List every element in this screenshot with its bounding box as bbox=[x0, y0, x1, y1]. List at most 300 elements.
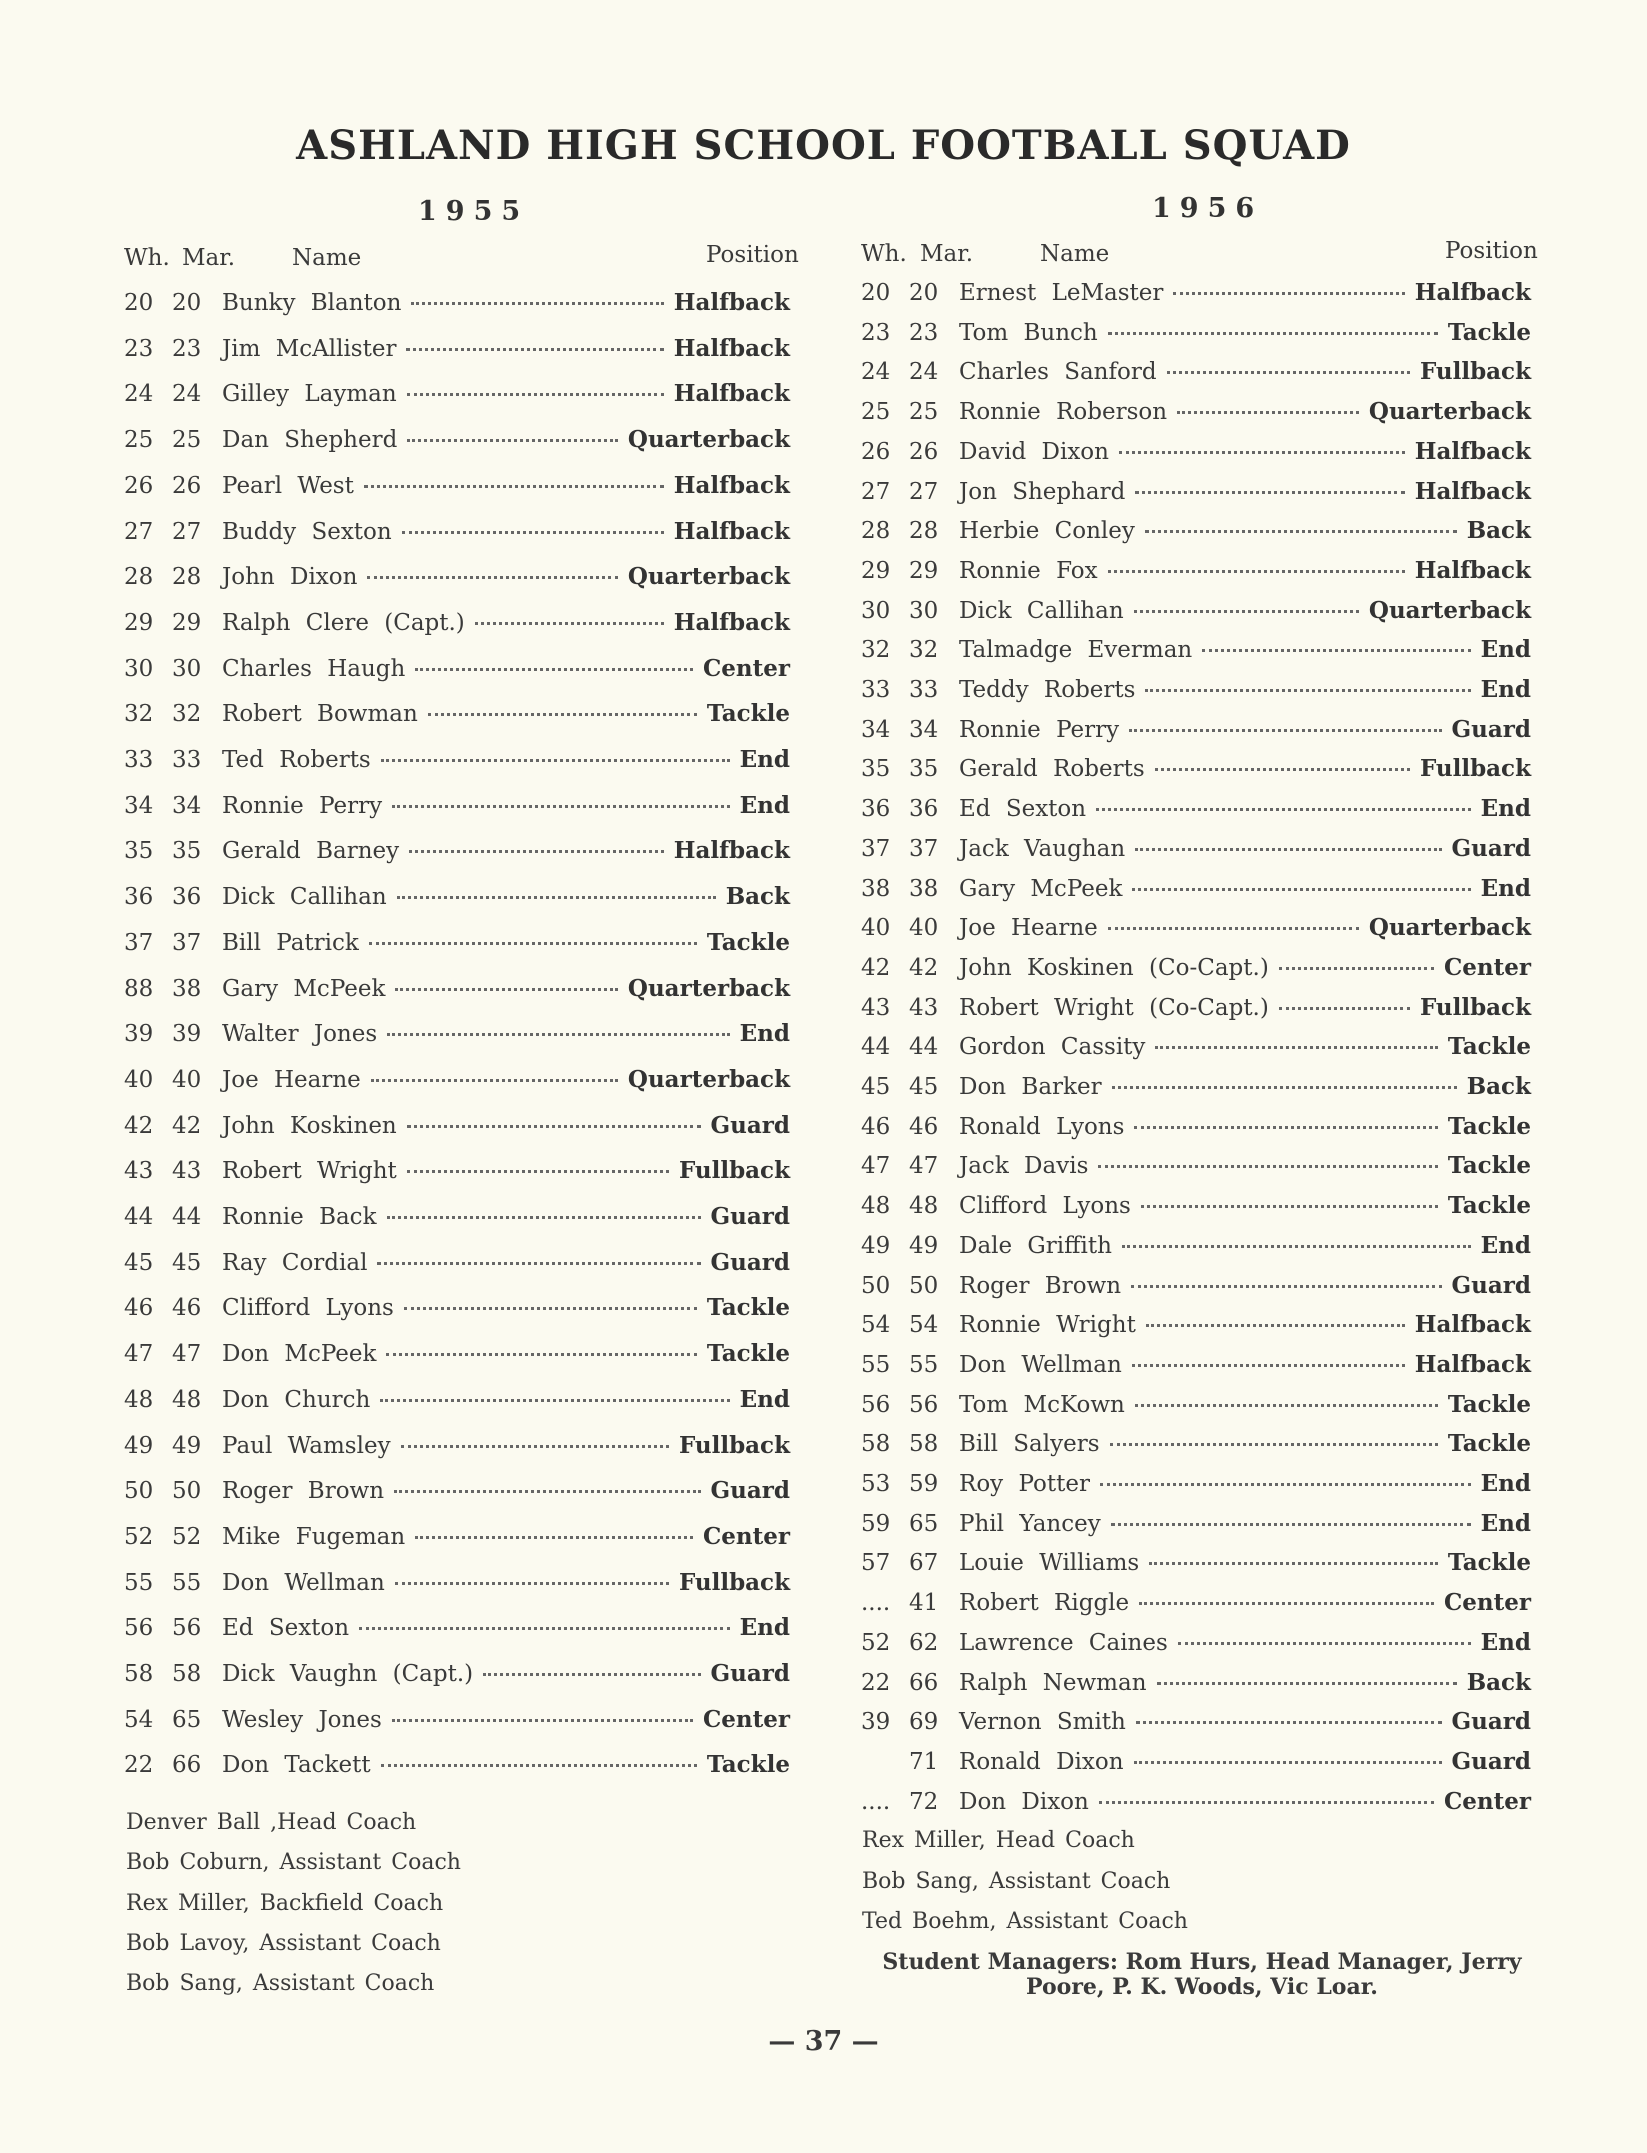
header-wh-1955: Wh. bbox=[124, 245, 170, 271]
player-position: Fullback bbox=[678, 1568, 790, 1596]
wh-number: 34 bbox=[124, 792, 154, 819]
dot-leader bbox=[1202, 649, 1470, 652]
mar-number: 26 bbox=[172, 472, 202, 499]
dot-leader bbox=[1146, 1324, 1405, 1327]
wh-number: 22 bbox=[124, 1752, 154, 1779]
player-name: Ralph Clere (Capt.) bbox=[222, 609, 465, 636]
mar-number: 45 bbox=[909, 1074, 939, 1100]
player-position: End bbox=[1480, 795, 1531, 823]
player-name: Jack Davis bbox=[959, 1153, 1089, 1180]
dot-leader bbox=[401, 1445, 669, 1448]
player-position: Tackle bbox=[1447, 1033, 1531, 1061]
player-position: End bbox=[1480, 874, 1531, 902]
player-position: Guard bbox=[1451, 834, 1531, 862]
mar-number: 54 bbox=[909, 1312, 939, 1339]
player-name: Robert Bowman bbox=[222, 701, 418, 728]
player-position: Tackle bbox=[1447, 1390, 1531, 1418]
mar-number: 71 bbox=[909, 1748, 939, 1775]
player-position: Back bbox=[1466, 1668, 1531, 1696]
player-name: Wesley Jones bbox=[222, 1706, 382, 1733]
dot-leader bbox=[364, 485, 664, 488]
player-name: Charles Sanford bbox=[959, 359, 1157, 386]
mar-number: 46 bbox=[909, 1113, 939, 1140]
player-position: Guard bbox=[710, 1477, 790, 1505]
mar-number: 65 bbox=[909, 1510, 939, 1537]
dot-leader bbox=[380, 1399, 729, 1402]
table-row bbox=[861, 598, 1531, 624]
table-row bbox=[861, 677, 1531, 703]
wh-number: 55 bbox=[861, 1351, 891, 1378]
wh-number: 50 bbox=[861, 1272, 891, 1299]
player-name: Gilley Layman bbox=[222, 381, 397, 408]
player-position: Tackle bbox=[1447, 1152, 1531, 1180]
table-row bbox=[861, 1670, 1531, 1696]
mar-number: 30 bbox=[909, 597, 939, 624]
mar-number: 43 bbox=[172, 1158, 202, 1185]
player-position: Guard bbox=[710, 1111, 790, 1139]
table-row bbox=[861, 1193, 1531, 1219]
table-row bbox=[861, 836, 1531, 862]
dot-leader bbox=[411, 302, 663, 305]
table-row bbox=[124, 1158, 790, 1184]
dot-leader bbox=[1108, 570, 1405, 573]
dot-leader bbox=[1108, 927, 1359, 930]
table-row bbox=[861, 1034, 1531, 1060]
player-position: Fullback bbox=[1419, 358, 1531, 386]
player-name: Jon Shephard bbox=[959, 478, 1126, 505]
wh-number: 49 bbox=[124, 1432, 154, 1459]
dot-leader bbox=[1131, 1285, 1441, 1288]
wh-number: 46 bbox=[861, 1113, 891, 1140]
player-position: Tackle bbox=[706, 1751, 790, 1779]
table-row bbox=[124, 1661, 790, 1687]
mar-number: 49 bbox=[909, 1232, 939, 1259]
dot-leader bbox=[407, 439, 618, 442]
table-row bbox=[861, 1431, 1531, 1457]
player-name: Clifford Lyons bbox=[222, 1295, 394, 1322]
player-position: Halfback bbox=[1414, 1311, 1531, 1339]
table-row bbox=[861, 1392, 1531, 1418]
mar-number: 34 bbox=[909, 716, 939, 743]
player-position: End bbox=[1480, 1509, 1531, 1537]
table-row bbox=[124, 1433, 790, 1459]
table-row bbox=[861, 1273, 1531, 1299]
player-name: Ronald Lyons bbox=[959, 1113, 1125, 1140]
wh-number: 28 bbox=[124, 564, 154, 591]
player-position: Quarterback bbox=[1368, 596, 1531, 624]
coach-entry: Bob Sang, Assistant Coach bbox=[862, 1868, 1171, 1894]
coach-entry: Rex Miller, Head Coach bbox=[862, 1828, 1135, 1853]
table-row bbox=[861, 359, 1531, 385]
player-position: Halfback bbox=[673, 837, 790, 865]
table-row bbox=[124, 701, 790, 727]
player-position: End bbox=[739, 1614, 790, 1642]
player-name: Roger Brown bbox=[959, 1272, 1122, 1299]
page-number: — 37 — bbox=[768, 2026, 879, 2057]
wh-number: 25 bbox=[861, 399, 891, 426]
dot-leader bbox=[1134, 1126, 1437, 1129]
dot-leader bbox=[387, 1033, 729, 1036]
mar-number: 32 bbox=[909, 637, 939, 664]
wh-number: 35 bbox=[861, 756, 891, 783]
table-row bbox=[124, 1021, 790, 1047]
mar-number: 65 bbox=[172, 1706, 202, 1733]
coach-entry: Bob Lavoy, Assistant Coach bbox=[126, 1930, 441, 1956]
table-row bbox=[861, 1511, 1531, 1537]
table-row bbox=[124, 1752, 790, 1778]
wh-number: 54 bbox=[124, 1706, 154, 1733]
player-name: Gerald Barney bbox=[222, 838, 400, 865]
dot-leader bbox=[1145, 530, 1457, 533]
player-position: Halfback bbox=[673, 608, 790, 636]
dot-leader bbox=[1155, 1046, 1437, 1049]
wh-number: 58 bbox=[861, 1431, 891, 1458]
player-name: Lawrence Caines bbox=[959, 1629, 1168, 1656]
player-name: Ronnie Wright bbox=[959, 1312, 1136, 1339]
table-row bbox=[861, 1709, 1531, 1735]
dot-leader bbox=[1177, 411, 1359, 414]
player-position: Center bbox=[1443, 953, 1531, 981]
dot-leader bbox=[407, 1125, 701, 1128]
player-position: Quarterback bbox=[627, 974, 790, 1002]
table-row bbox=[861, 1074, 1531, 1100]
dot-leader bbox=[387, 1216, 701, 1219]
wh-number: 20 bbox=[124, 290, 154, 316]
player-name: Roy Potter bbox=[959, 1471, 1090, 1497]
player-name: John Dixon bbox=[222, 564, 358, 591]
table-row bbox=[124, 838, 790, 864]
player-position: Guard bbox=[710, 1203, 790, 1230]
dot-leader bbox=[1145, 689, 1470, 692]
player-position: Quarterback bbox=[1368, 914, 1531, 942]
player-position: Tackle bbox=[706, 1294, 790, 1322]
player-name: Dick Callihan bbox=[959, 597, 1124, 624]
wh-number: 23 bbox=[861, 319, 891, 346]
dot-leader bbox=[407, 393, 664, 396]
player-name: Gerald Roberts bbox=[959, 756, 1145, 783]
wh-number: 88 bbox=[124, 975, 154, 1002]
dot-leader bbox=[1096, 808, 1471, 811]
mar-number: 58 bbox=[909, 1431, 939, 1458]
player-name: Jack Vaughan bbox=[959, 835, 1126, 862]
player-position: End bbox=[1480, 1470, 1531, 1497]
mar-number: 44 bbox=[172, 1204, 202, 1230]
wh-number: 23 bbox=[124, 335, 154, 362]
wh-number: 56 bbox=[124, 1615, 154, 1642]
player-position: Tackle bbox=[706, 700, 790, 728]
table-row bbox=[861, 756, 1531, 782]
wh-number: 43 bbox=[861, 994, 891, 1021]
table-row bbox=[124, 1295, 790, 1321]
mar-number: 50 bbox=[909, 1272, 939, 1299]
mar-number: 37 bbox=[909, 835, 939, 862]
player-name: Ronnie Perry bbox=[959, 716, 1120, 743]
table-row bbox=[861, 1590, 1531, 1616]
mar-number: 47 bbox=[909, 1153, 939, 1180]
header-mar-1955: Mar. bbox=[182, 245, 236, 271]
player-name: Clifford Lyons bbox=[959, 1193, 1131, 1220]
player-position: Halfback bbox=[1414, 279, 1531, 306]
player-name: Ronnie Roberson bbox=[959, 399, 1168, 426]
player-position: End bbox=[1480, 1628, 1531, 1656]
table-row bbox=[124, 1707, 790, 1733]
wh-number: 25 bbox=[124, 427, 154, 454]
table-row bbox=[124, 1478, 790, 1504]
mar-number: 42 bbox=[172, 1112, 202, 1139]
student-managers: Student Managers: Rom Hurs, Head Manager, Jerry Poore, P. K. Woods, Vic Loar. bbox=[882, 1949, 1522, 2000]
player-position: Back bbox=[1466, 517, 1531, 545]
dot-leader bbox=[1098, 1165, 1437, 1168]
dot-leader bbox=[1119, 451, 1405, 454]
dot-leader bbox=[1155, 768, 1410, 771]
player-name: Phil Yancey bbox=[959, 1510, 1101, 1537]
wh-number: 33 bbox=[861, 677, 891, 703]
table-row bbox=[861, 995, 1531, 1021]
wh-number: 45 bbox=[124, 1249, 154, 1276]
table-row bbox=[861, 1550, 1531, 1576]
player-name: Bill Patrick bbox=[222, 929, 359, 956]
wh-number: 20 bbox=[861, 280, 891, 306]
mar-number: 56 bbox=[909, 1391, 939, 1418]
mar-number: 67 bbox=[909, 1550, 939, 1577]
player-position: End bbox=[739, 1385, 790, 1413]
mar-number: 24 bbox=[909, 359, 939, 386]
dot-leader bbox=[428, 713, 697, 716]
player-name: Robert Riggle bbox=[959, 1590, 1130, 1617]
player-name: Tom McKown bbox=[959, 1391, 1125, 1418]
wh-number: 24 bbox=[124, 381, 154, 408]
mar-number: 59 bbox=[909, 1471, 939, 1497]
mar-number: 40 bbox=[909, 915, 939, 942]
player-position: Quarterback bbox=[1368, 398, 1531, 426]
wh-number: 52 bbox=[861, 1629, 891, 1656]
player-position: Guard bbox=[1451, 1747, 1531, 1775]
wh-number: .... bbox=[861, 1590, 891, 1617]
mar-number: 39 bbox=[172, 1021, 202, 1048]
player-name: Ralph Newman bbox=[959, 1669, 1147, 1696]
player-position: Tackle bbox=[706, 928, 790, 956]
header-wh-1956: Wh. bbox=[861, 241, 907, 267]
table-row bbox=[861, 479, 1531, 505]
dot-leader bbox=[392, 1719, 693, 1722]
player-name: Bill Salyers bbox=[959, 1431, 1100, 1458]
wh-number: 55 bbox=[124, 1569, 154, 1596]
wh-number: 47 bbox=[124, 1341, 154, 1368]
table-row bbox=[124, 1387, 790, 1413]
player-position: Tackle bbox=[706, 1340, 790, 1368]
wh-number: 34 bbox=[861, 716, 891, 743]
table-row bbox=[124, 336, 790, 362]
player-position: Halfback bbox=[1414, 1350, 1531, 1378]
dot-leader bbox=[407, 1170, 669, 1173]
wh-number: 50 bbox=[124, 1478, 154, 1505]
table-row bbox=[861, 796, 1531, 822]
dot-leader bbox=[404, 1307, 697, 1310]
dot-leader bbox=[1100, 1483, 1471, 1486]
player-position: Halfback bbox=[1414, 437, 1531, 465]
header-position-1955: Position bbox=[706, 242, 799, 268]
table-row bbox=[861, 1471, 1531, 1497]
mar-number: 20 bbox=[172, 290, 202, 316]
dot-leader bbox=[1136, 1721, 1442, 1724]
player-position: Quarterback bbox=[627, 563, 790, 591]
table-row bbox=[861, 717, 1531, 743]
wh-number: 49 bbox=[861, 1232, 891, 1259]
mar-number: 23 bbox=[172, 335, 202, 362]
coach-entry: Bob Sang, Assistant Coach bbox=[126, 1971, 435, 1997]
player-name: John Koskinen bbox=[222, 1112, 397, 1139]
mar-number: 35 bbox=[909, 756, 939, 783]
table-row bbox=[124, 656, 790, 682]
dot-leader bbox=[1108, 332, 1438, 335]
mar-number: 35 bbox=[172, 838, 202, 865]
wh-number: 46 bbox=[124, 1295, 154, 1322]
player-name: Dick Callihan bbox=[222, 884, 387, 911]
player-position: End bbox=[739, 1020, 790, 1048]
dot-leader bbox=[1279, 967, 1434, 970]
mar-number: 66 bbox=[172, 1752, 202, 1779]
wh-number: 33 bbox=[124, 747, 154, 773]
mar-number: 62 bbox=[909, 1629, 939, 1656]
wh-number: 42 bbox=[861, 954, 891, 981]
dot-leader bbox=[397, 896, 716, 899]
table-row bbox=[861, 955, 1531, 981]
wh-number: 52 bbox=[124, 1523, 154, 1550]
table-row bbox=[861, 1114, 1531, 1140]
player-name: Don Tackett bbox=[222, 1752, 371, 1779]
dot-leader bbox=[1135, 491, 1404, 494]
player-name: Don McPeek bbox=[222, 1341, 377, 1368]
player-name: Gordon Cassity bbox=[959, 1034, 1146, 1061]
player-position: Fullback bbox=[678, 1157, 790, 1185]
mar-number: 26 bbox=[909, 438, 939, 465]
player-name: Tom Bunch bbox=[959, 319, 1098, 346]
coach-entry: Denver Ball ,Head Coach bbox=[126, 1810, 417, 1835]
player-name: Don Church bbox=[222, 1386, 371, 1413]
dot-leader bbox=[1135, 1404, 1438, 1407]
mar-number: 25 bbox=[909, 399, 939, 426]
wh-number: 58 bbox=[124, 1661, 154, 1687]
table-row bbox=[124, 1250, 790, 1276]
table-row bbox=[861, 1233, 1531, 1259]
player-position: Halfback bbox=[1414, 477, 1531, 505]
player-position: Fullback bbox=[678, 1431, 790, 1459]
year-1956-heading: 1956 bbox=[1152, 193, 1264, 224]
mar-number: 72 bbox=[909, 1788, 939, 1815]
wh-number: 27 bbox=[861, 478, 891, 505]
player-name: Bunky Blanton bbox=[222, 290, 402, 316]
dot-leader bbox=[415, 1536, 693, 1539]
header-name-1956: Name bbox=[1040, 241, 1110, 267]
player-name: Joe Hearne bbox=[959, 915, 1098, 942]
player-name: Robert Wright (Co-Capt.) bbox=[959, 994, 1269, 1021]
player-position: Center bbox=[1443, 1589, 1531, 1617]
dot-leader bbox=[386, 1353, 696, 1356]
mar-number: 33 bbox=[909, 677, 939, 703]
player-position: Center bbox=[702, 654, 790, 682]
wh-number: 39 bbox=[124, 1021, 154, 1048]
wh-number: 48 bbox=[124, 1386, 154, 1413]
dot-leader bbox=[1173, 292, 1404, 295]
table-row bbox=[124, 519, 790, 545]
player-name: Dale Griffith bbox=[959, 1232, 1112, 1259]
player-name: Ronald Dixon bbox=[959, 1748, 1124, 1775]
table-row bbox=[124, 747, 790, 773]
mar-number: 23 bbox=[909, 319, 939, 346]
player-position: End bbox=[739, 791, 790, 819]
player-position: Quarterback bbox=[627, 426, 790, 454]
dot-leader bbox=[1167, 371, 1410, 374]
wh-number: 28 bbox=[861, 518, 891, 545]
player-name: Ed Sexton bbox=[222, 1615, 350, 1642]
wh-number: 45 bbox=[861, 1074, 891, 1100]
mar-number: 42 bbox=[909, 954, 939, 981]
wh-number: 35 bbox=[124, 838, 154, 865]
coach-entry: Ted Boehm, Assistant Coach bbox=[862, 1909, 1188, 1934]
dot-leader bbox=[483, 1673, 700, 1676]
table-row bbox=[124, 1615, 790, 1641]
wh-number: 36 bbox=[124, 884, 154, 911]
wh-number: 47 bbox=[861, 1153, 891, 1180]
mar-number: 56 bbox=[172, 1615, 202, 1642]
wh-number: 26 bbox=[861, 438, 891, 465]
player-position: Tackle bbox=[1447, 1430, 1531, 1458]
mar-number: 45 bbox=[172, 1249, 202, 1276]
dot-leader bbox=[394, 1490, 700, 1493]
player-name: John Koskinen (Co-Capt.) bbox=[959, 954, 1269, 981]
mar-number: 52 bbox=[172, 1523, 202, 1550]
wh-number: 32 bbox=[124, 701, 154, 728]
player-position: Halfback bbox=[673, 334, 790, 362]
dot-leader bbox=[402, 531, 664, 534]
table-row bbox=[124, 1204, 790, 1230]
table-row bbox=[124, 976, 790, 1002]
player-position: Guard bbox=[1451, 1271, 1531, 1299]
wh-number: 44 bbox=[124, 1204, 154, 1230]
mar-number: 48 bbox=[172, 1386, 202, 1413]
table-row bbox=[861, 1630, 1531, 1656]
mar-number: 46 bbox=[172, 1295, 202, 1322]
mar-number: 40 bbox=[172, 1066, 202, 1093]
mar-number: 24 bbox=[172, 381, 202, 408]
dot-leader bbox=[1279, 1007, 1410, 1010]
player-name: Louie Williams bbox=[959, 1550, 1140, 1577]
table-row bbox=[861, 1312, 1531, 1338]
wh-number: 56 bbox=[861, 1391, 891, 1418]
player-name: Robert Wright bbox=[222, 1158, 397, 1185]
table-row bbox=[124, 1341, 790, 1367]
player-position: Tackle bbox=[1447, 1549, 1531, 1577]
table-row bbox=[861, 1153, 1531, 1179]
player-position: Halfback bbox=[673, 471, 790, 499]
table-row bbox=[124, 290, 790, 316]
dot-leader bbox=[1139, 1602, 1434, 1605]
wh-number: 36 bbox=[861, 796, 891, 823]
player-name: Paul Wamsley bbox=[222, 1432, 391, 1459]
player-position: Back bbox=[1466, 1073, 1531, 1100]
player-position: Fullback bbox=[1419, 993, 1531, 1021]
table-row bbox=[124, 930, 790, 956]
dot-leader bbox=[415, 668, 693, 671]
dot-leader bbox=[1132, 888, 1470, 891]
header-mar-1956: Mar. bbox=[920, 241, 974, 267]
player-position: Quarterback bbox=[627, 1065, 790, 1093]
dot-leader bbox=[475, 622, 664, 625]
dot-leader bbox=[1178, 1642, 1471, 1645]
player-name: Roger Brown bbox=[222, 1478, 385, 1505]
wh-number: 53 bbox=[861, 1471, 891, 1497]
wh-number: 43 bbox=[124, 1158, 154, 1185]
